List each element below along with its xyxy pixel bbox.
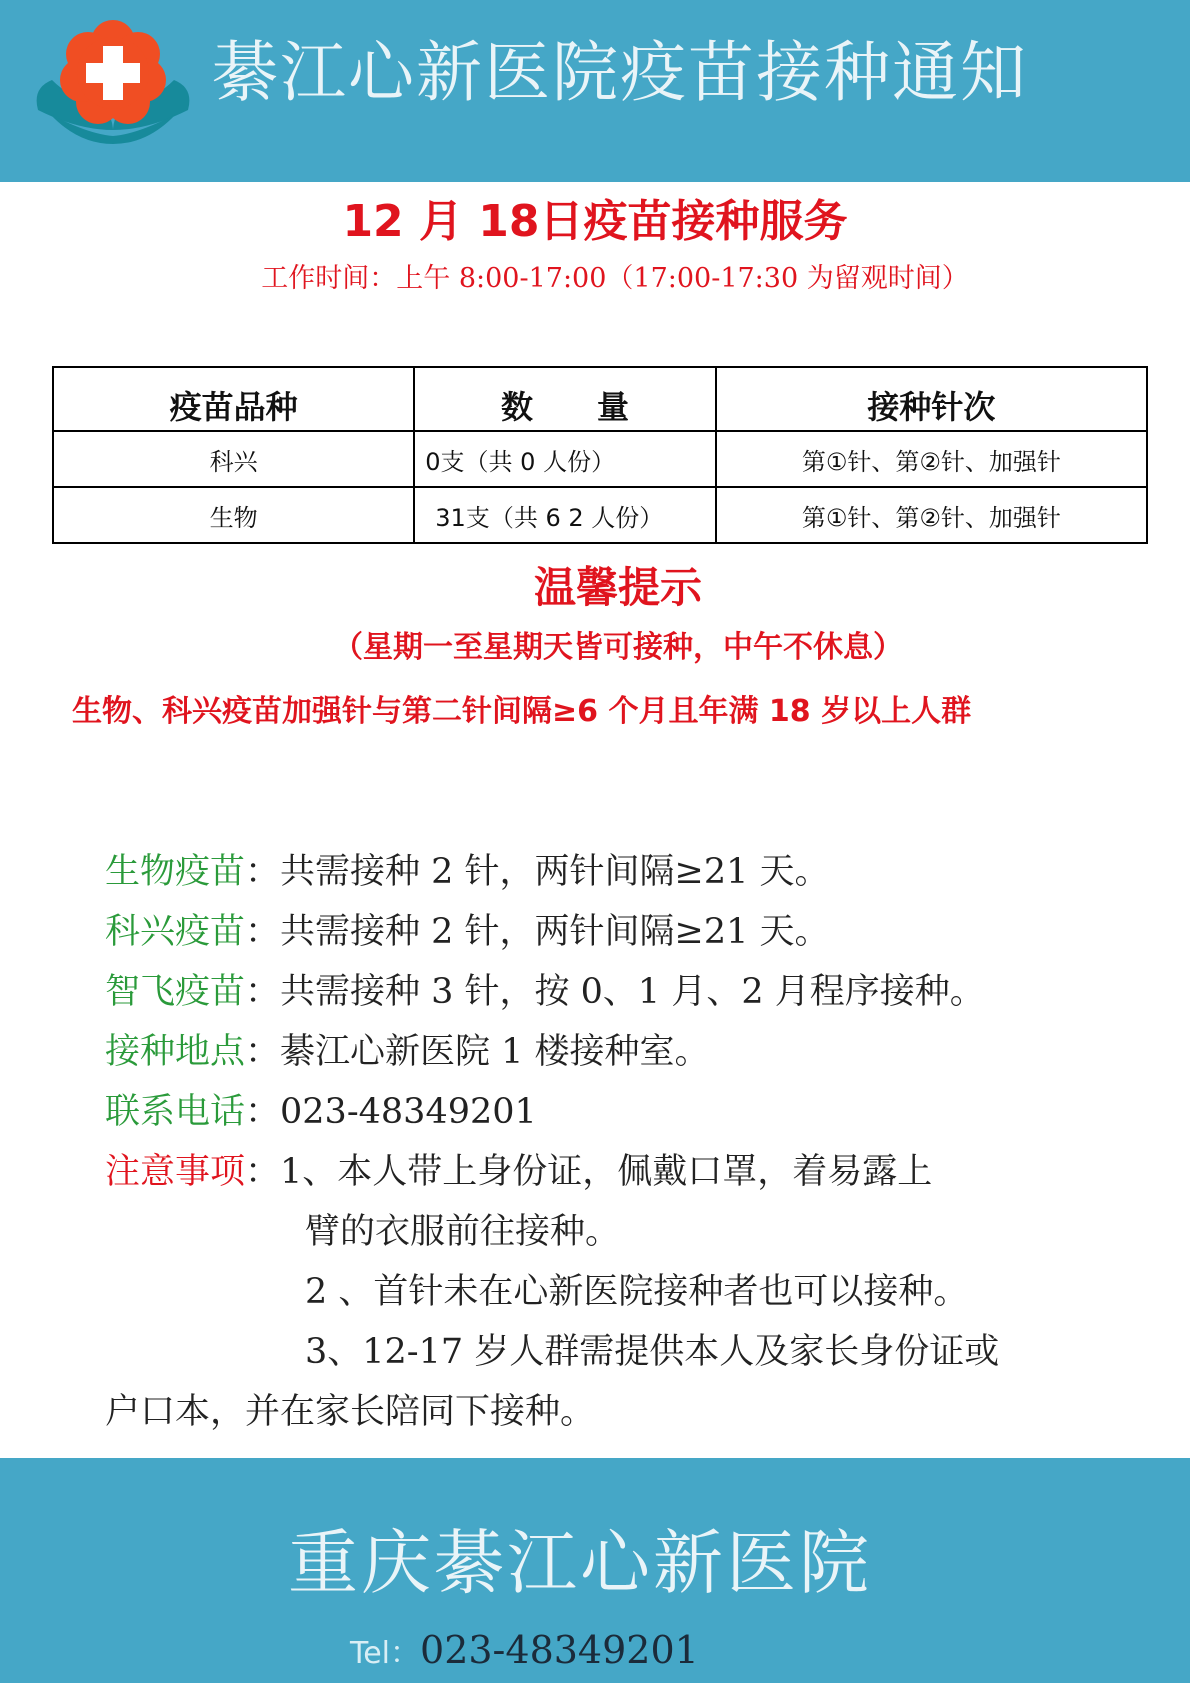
cell-variety: 科兴: [53, 431, 414, 487]
hospital-logo-icon: [28, 18, 198, 148]
cell-quantity: 0支（共 0 人份）: [414, 431, 716, 487]
service-title: 12 月 18日疫苗接种服务: [342, 196, 848, 247]
cell-variety: 生物: [53, 487, 414, 543]
tips-subtitle: （星期一至星期天皆可接种，中午不休息）: [333, 630, 903, 665]
header-title: 綦江心新医院疫苗接种通知: [212, 34, 1028, 111]
info-section: [105, 842, 1105, 1442]
notes-item-2: 2 、首针未在心新医院接种者也可以接种。: [305, 1272, 969, 1312]
tips-title: 温馨提示: [533, 563, 702, 612]
info-label-notes: 注意事项: [105, 1152, 246, 1192]
info-label: 智飞疫苗: [105, 972, 246, 1012]
footer-banner: [0, 1458, 1190, 1683]
column-header-variety: 疫苗品种: [53, 367, 414, 431]
info-text: ：共需接种 2 针，两针间隔≥21 天。: [245, 852, 830, 892]
info-row-zhifei: [105, 962, 1105, 1022]
info-label: 科兴疫苗: [105, 912, 246, 952]
info-text: ：共需接种 3 针，按 0、1 月、2 月程序接种。: [245, 972, 985, 1012]
table-row: [53, 487, 1147, 543]
notes-item-3: 3、12-17 岁人群需提供本人及家长身份证或: [305, 1332, 1000, 1372]
tel-label: Tel：: [350, 1636, 421, 1671]
info-label: 联系电话: [105, 1092, 246, 1132]
column-header-doses: 接种针次: [716, 367, 1147, 431]
vaccine-table: [52, 366, 1148, 544]
cell-quantity: 31支（共 6 2 人份）: [414, 487, 716, 543]
cell-doses: 第①针、第②针、加强针: [716, 431, 1147, 487]
footer-telephone: [350, 1628, 699, 1676]
info-label: 接种地点: [105, 1032, 246, 1072]
cell-doses: 第①针、第②针、加强针: [716, 487, 1147, 543]
tel-number: 023-48349201: [420, 1628, 699, 1672]
tips-booster-note: 生物、科兴疫苗加强针与第二针间隔≥6 个月且年满 18 岁以上人群: [72, 694, 972, 729]
work-hours: 工作时间：上午 8:00-17:00（17:00-17:30 为留观时间）: [261, 263, 969, 294]
info-row-notes: [105, 1142, 1105, 1202]
table-row: [53, 431, 1147, 487]
info-row-sinopharm: [105, 842, 1105, 902]
info-text: ：共需接种 2 针，两针间隔≥21 天。: [245, 912, 830, 952]
info-text: ：綦江心新医院 1 楼接种室。: [245, 1032, 710, 1072]
info-label: 生物疫苗: [105, 852, 246, 892]
table-header-row: [53, 367, 1147, 431]
footer-hospital-name: 重庆綦江心新医院: [288, 1522, 872, 1604]
column-header-quantity: 数 量: [414, 367, 716, 431]
notes-item-1: ：1、本人带上身份证，佩戴口罩，着易露上: [245, 1152, 933, 1192]
info-text: ：023-48349201: [245, 1092, 537, 1132]
notes-item-3-cont: 户口本，并在家长陪同下接种。: [105, 1392, 596, 1432]
info-row-location: [105, 1022, 1105, 1082]
info-row-phone: [105, 1082, 1105, 1142]
info-row-sinovac: [105, 902, 1105, 962]
header-banner: [0, 0, 1190, 182]
notes-item-1-cont: 臂的衣服前往接种。: [305, 1212, 621, 1252]
